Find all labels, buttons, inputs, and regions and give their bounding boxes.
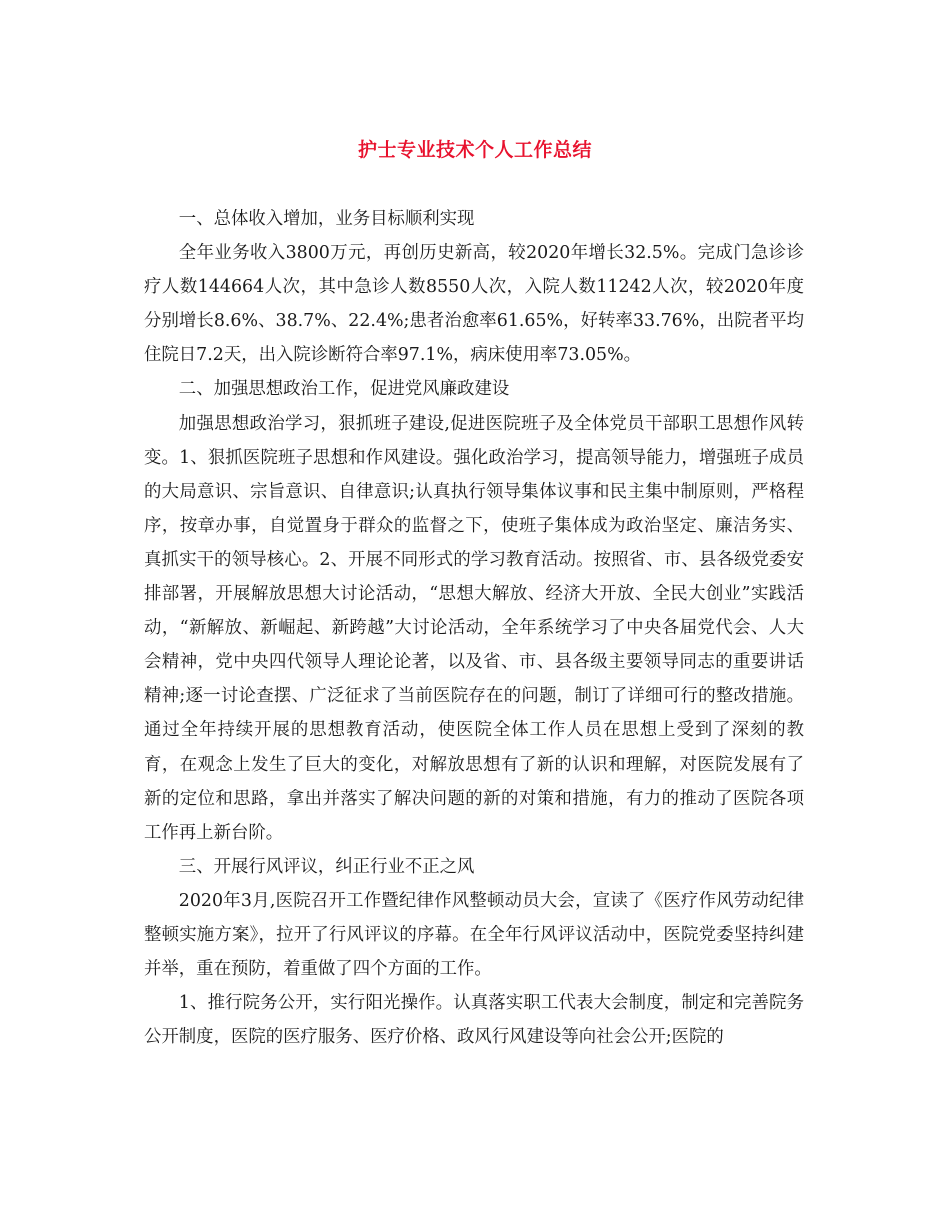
section-heading-3: 三、开展行风评议，纠正行业不正之风 — [178, 856, 475, 877]
body-paragraph-2: 加强思想政治学习，狠抓班子建设,促进医院班子及全体党员干部职工思想作风转变。1、狠抓医院班子思想和作风建设。强化政治学习，提高领导能力，增强班子成员的大局意识、宗旨意识、自律意识;认真执行领导集体议事和民主集中制原则，严格程序，按章办事，自觉置身于群众的监督之下，使班子集体成为政治坚定、廉洁务实、真抓实干的领导核心。2、开展不同形式的学习教育活动。按照省、市、县各级党委安排部署，开展解放思想大讨论活动，“思想大解放、经济大开放、全民大创业”实践活动，“新解放、新崛起、新跨越”大讨论活动，全年系统学习了中央各届党代会、人大会精神，党中央四代领导人理论论著，以及省、市、县各级主要领导同志的重要讲话精神;逐一讨论查摆、广泛征求了当前医院存在的问题，制订了详细可行的整改措施。通过全年持续开展的思想教育活动，使医院全体工作人员在思想上受到了深刻的教育，在观念上发生了巨大的变化，对解放思想有了新的认识和理解，对医院发展有了新的定位和思路，拿出并落实了解决问题的新的对策和措施，有力的推动了医院各项工作再上新台阶。 — [144, 413, 804, 843]
body-paragraph-1: 全年业务收入3800万元，再创历史新高，较2020年增长32.5%。完成门急诊诊疗人数144664人次，其中急诊人数8550人次，入院人数11242人次，较2020年度分别增长8.6%、38.7%、22.4%;患者治愈率61.65%，好转率33.76%，出院者平均住院日7.2天，出入院诊断符合率97.1%，病床使用率73.05%。 — [144, 243, 804, 366]
document-body — [144, 202, 804, 1054]
body-paragraph-4: 1、推行院务公开，实行阳光操作。认真落实职工代表大会制度，制定和完善院务公开制度，医院的医疗服务、医疗价格、政风行风建设等向社会公开;医院的 — [144, 993, 804, 1048]
document-title: 护士专业技术个人工作总结 — [357, 139, 592, 161]
section-heading-2: 二、加强思想政治工作，促进党风廉政建设 — [178, 379, 510, 400]
body-paragraph-3: 2020年3月,医院召开工作暨纪律作风整顿动员大会，宣读了《医疗作风劳动纪律整顿实施方案》，拉开了行风评议的序幕。在全年行风评议活动中，医院党委坚持纠建并举，重在预防，着重做了四个方面的工作。 — [144, 890, 804, 980]
section-heading-1: 一、总体收入增加，业务目标顺利实现 — [178, 209, 475, 229]
